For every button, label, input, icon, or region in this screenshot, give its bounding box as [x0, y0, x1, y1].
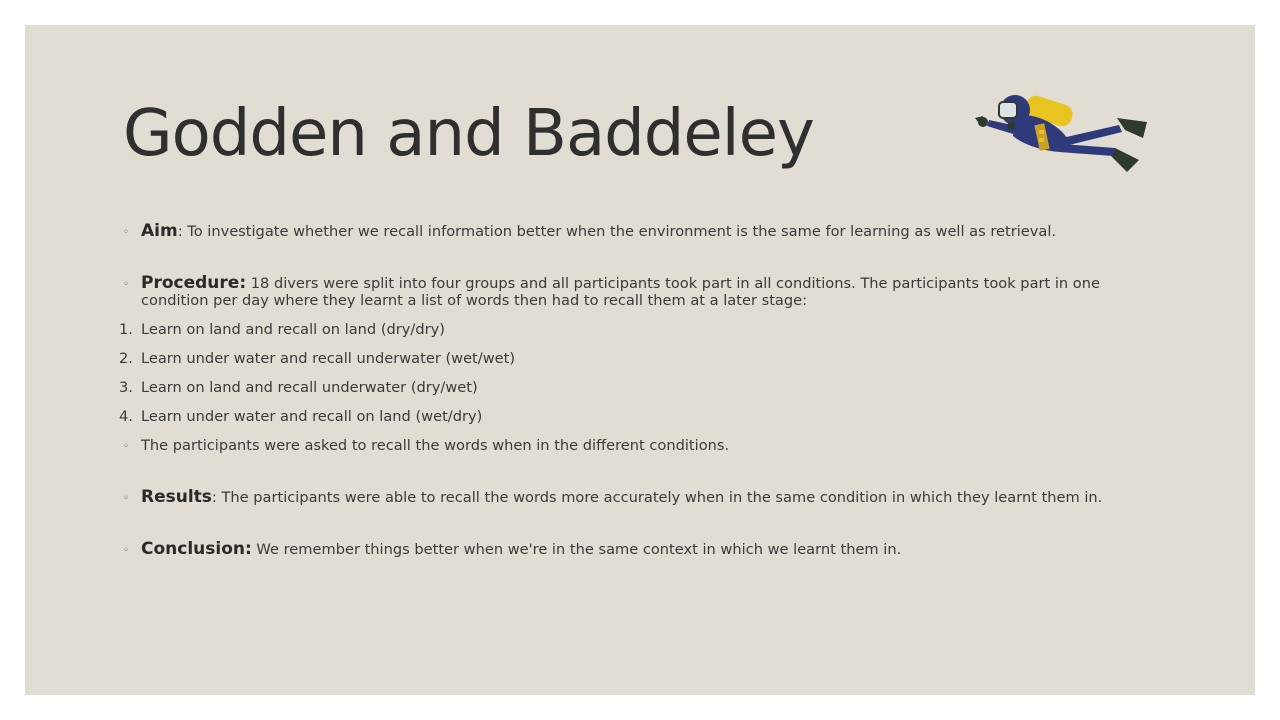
results-point [123, 489, 1153, 506]
slide [25, 25, 1255, 695]
procedure-point [123, 275, 1153, 309]
regulator [1007, 122, 1015, 130]
slide-body [119, 221, 1153, 559]
procedure-label: Procedure: [141, 273, 247, 293]
aim-text: : To investigate whether we recall information better when the environment is the same for learning as well as retrieval. [177, 223, 1057, 240]
procedure-step [119, 408, 1153, 425]
results-label: Results [141, 487, 212, 507]
bullet-icon: ◦ [123, 227, 129, 238]
fin-lower [1111, 148, 1139, 172]
procedure-text: 18 divers were split into four groups and all participants took part in all conditions. The participants took part in one condition per day where they learnt a list of words then had to recall them at a later stage: [141, 275, 1100, 309]
step-text: Learn on land and recall underwater (dry/wet) [141, 379, 478, 396]
scuba-diver-icon [967, 80, 1152, 175]
step-text: Learn under water and recall underwater (wet/wet) [141, 350, 516, 367]
slide-title: Godden and Baddeley [123, 97, 814, 171]
step-number: 4. [119, 408, 133, 425]
conclusion-text: We remember things better when we're in the same context in which we learnt them in. [251, 541, 902, 558]
conclusion-label: Conclusion: [141, 539, 252, 559]
procedure-step [119, 321, 1153, 338]
aim-point [123, 223, 1153, 240]
step-number: 1. [119, 321, 133, 338]
step-text: Learn under water and recall on land (wet/dry) [141, 408, 483, 425]
mask [999, 102, 1017, 118]
step-number: 2. [119, 350, 133, 367]
procedure-step [119, 350, 1153, 367]
note-text: The participants were asked to recall the words when in the different conditions. [141, 437, 730, 454]
results-text: : The participants were able to recall the words more accurately when in the same condition in which they learnt them in. [211, 489, 1103, 506]
procedure-step [119, 379, 1153, 396]
bullet-icon: ◦ [123, 493, 129, 504]
aim-label: Aim [141, 221, 178, 241]
step-text: Learn on land and recall on land (dry/dry) [141, 321, 445, 338]
fin-upper [1117, 118, 1147, 138]
bullet-icon: ◦ [123, 279, 129, 290]
bullet-icon: ◦ [123, 545, 129, 556]
leg-lower [1059, 144, 1115, 156]
conclusion-point [123, 541, 1153, 558]
note-point [123, 437, 1153, 454]
bullet-icon: ◦ [123, 441, 129, 452]
leg-upper [1062, 125, 1122, 146]
step-number: 3. [119, 379, 133, 396]
